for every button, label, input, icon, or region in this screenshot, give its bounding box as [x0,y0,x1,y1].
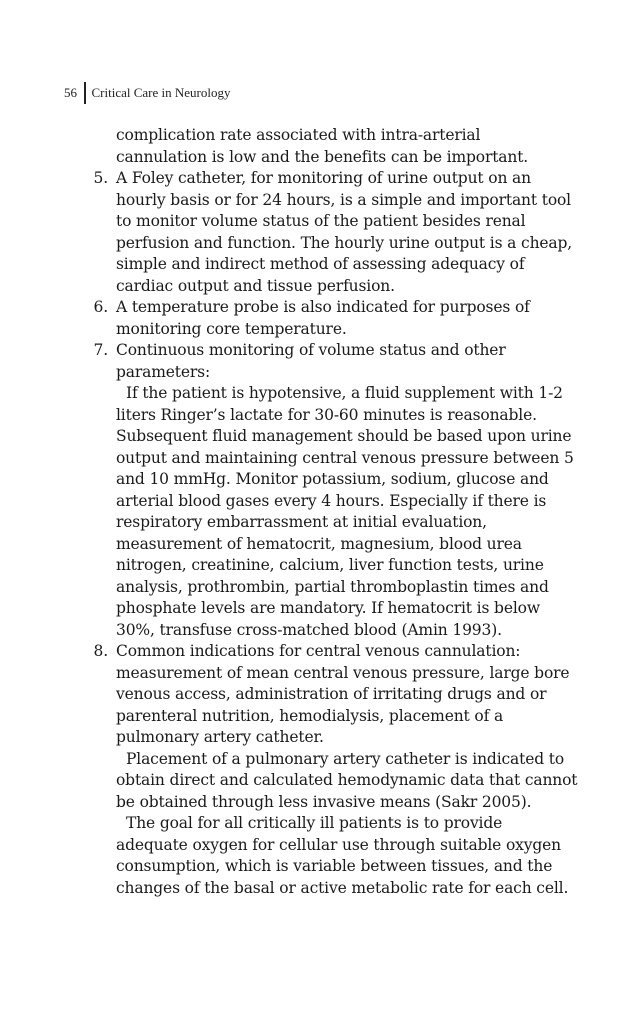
text-line: cardiac output and tissue perfusion. [116,276,395,295]
list-item-first-line [78,297,568,319]
running-title: Critical Care in Neurology [91,85,231,100]
paragraph-first-line: Placement of a pulmonary artery catheter is indicated to [126,749,565,768]
text-line: A Foley catheter, for monitoring of urine output on an [116,169,531,187]
text-line: Common indications for central venous cannulation: [116,642,521,660]
list-item-first-line [78,168,568,190]
text-line: obtain direct and calculated hemodynamic data that cannot [116,771,578,789]
text-line: parenteral nutrition, hemodialysis, placement of a [116,706,504,725]
list-item-first-line [78,340,568,362]
text-line: simple and indirect method of assessing adequacy of [116,255,525,273]
list-item-first-line [78,641,568,663]
list-item-number: 5. [93,169,108,187]
text-line: nitrogen, creatinine, calcium, liver function tests, urine [116,556,544,574]
text-line: A temperature probe is also indicated for purposes of [116,298,530,316]
text-line: be obtained through less invasive means (Sakr 2005). [116,792,532,811]
text-line: adequate oxygen for cellular use through suitable oxygen [116,835,561,854]
list-item-number: 8. [93,642,108,660]
text-line: cannulation is low and the benefits can be important. [116,147,529,166]
text-line: perfusion and function. The hourly urine output is a cheap, [116,233,573,252]
text-line: phosphate levels are mandatory. If hematocrit is below [116,599,540,617]
list-item-number: 7. [93,341,108,359]
text-line: output and maintaining central venous pressure between 5 [116,448,574,467]
text-line: venous access, administration of irritating drugs and or [116,685,547,703]
text-line: complication rate associated with intra-arterial [116,126,481,144]
text-line: and 10 mmHg. Monitor potassium, sodium, glucose and [116,470,549,488]
text-line: liters Ringer’s lactate for 30-60 minutes is reasonable. [116,405,537,424]
text-line: respiratory embarrassment at initial evaluation, [116,513,487,531]
text-line: measurement of hematocrit, magnesium, blood urea [116,534,522,553]
text-line: 30%, transfuse cross-matched blood (Amin 1993). [116,620,502,639]
text-line: to monitor volume status of the patient besides renal [116,212,526,230]
text-line: changes of the basal or active metabolic rate for each cell. [116,878,569,897]
header-divider [84,82,86,104]
list-item-number: 6. [93,298,108,316]
text-line: pulmonary artery catheter. [116,728,324,746]
text-line: arterial blood gases every 4 hours. Especially if there is [116,491,547,510]
text-line: consumption, which is variable between tissues, and the [116,857,553,875]
paragraph-first-line: The goal for all critically ill patients is to provide [126,814,503,832]
text-line: Continuous monitoring of volume status and other [116,341,506,359]
body-text [78,125,578,899]
paragraph-first-line: If the patient is hypotensive, a fluid supplement with 1-2 [126,384,563,402]
text-line: measurement of mean central venous pressure, large bore [116,663,570,682]
text-line: Subsequent fluid management should be based upon urine [116,427,572,445]
text-line: hourly basis or for 24 hours, is a simple and important tool [116,190,571,209]
running-header [64,82,231,104]
text-line: analysis, prothrombin, partial thromboplastin times and [116,577,549,596]
text-line: parameters: [116,362,211,381]
page-number: 56 [64,85,77,100]
text-line: monitoring core temperature. [116,319,347,338]
